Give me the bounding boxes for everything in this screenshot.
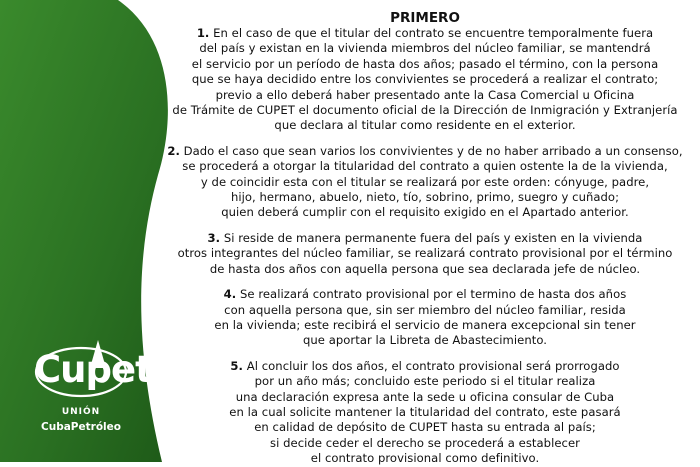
paragraph-line: de Trámite de CUPET el documento oficial de la Dirección de Inmigración y Extranjería [172, 103, 678, 118]
paragraph-line: una declaración expresa ante la sede u oficina consular de Cuba [235, 389, 615, 404]
paragraph-line: del país y existan en la vivienda miembros del núcleo familiar, se mantendrá [199, 41, 651, 56]
paragraph-2 [160, 144, 690, 221]
paragraph-line: que se haya decidido entre los convivientes se procederá a realizar el contrato; [191, 72, 659, 87]
paragraph-line: en la cual solicite mantener la titularidad del contrato, este pasará [229, 404, 621, 419]
paragraph-line: 3. Si reside de manera permanente fuera del país y existen en la vivienda [207, 230, 643, 245]
paragraph-line: que declara al titular como residente en el exterior. [274, 118, 576, 133]
paragraph-number: 3. [207, 230, 221, 245]
paragraph-line: por un año más; concluido este periodo si el titular realiza [254, 374, 596, 389]
paragraph-1 [160, 26, 690, 134]
paragraph-line: en la vivienda; este recibirá el servicio de manera excepcional sin tener [214, 317, 636, 332]
paragraph-line: se procederá a otorgar la titularidad del contrato a quien ostente la de la vivienda, [182, 159, 668, 174]
paragraph-line: el servicio por un período de hasta dos años; pasado el término, con la persona [191, 56, 659, 71]
logo-cubapetroleo-text: CubaPetróleo [41, 421, 121, 433]
logo-union-text: UNIÓN [61, 407, 101, 417]
cupet-logo [28, 338, 152, 448]
paragraph-5 [160, 359, 690, 467]
paragraph-line: y de coincidir esta con el titular se realizará por este orden: cónyuge, padre, [200, 174, 650, 189]
paragraph-number: 2. [167, 143, 180, 158]
paragraph-3 [160, 231, 690, 277]
paragraph-line: 1. En el caso de que el titular del contrato se encuentre temporalmente fuera [196, 26, 654, 40]
paragraph-number: 4. [223, 287, 237, 302]
paragraph-line: si decide ceder el derecho se procederá a establecer [270, 435, 580, 450]
paragraph-line: de hasta dos años con aquella persona que sea declarada jefe de núcleo. [209, 261, 641, 276]
paragraph-line: quien deberá cumplir con el requisito exigido en el Apartado anterior. [221, 205, 629, 220]
paragraph-4 [160, 287, 690, 349]
paragraph-line: hijo, hermano, abuelo, nieto, tío, sobrino, primo, suegro y cuñado; [230, 190, 620, 205]
paragraph-line: con aquella persona que, sin ser miembro del núcleo familiar, resida [224, 302, 626, 317]
paragraph-line: 5. Al concluir los dos años, el contrato provisional será prorrogado [230, 358, 620, 373]
paragraph-line: 2. Dado el caso que sean varios los convivientes y de no haber arribado a un consenso, [167, 143, 683, 158]
paragraph-line: que aportar la Libreta de Abastecimiento. [302, 333, 548, 348]
document-body [160, 10, 690, 467]
paragraph-number: 5. [230, 358, 243, 373]
paragraph-line: el contrato provisional como definitivo. [310, 451, 540, 466]
paragraph-number: 1. [196, 26, 210, 40]
paragraph-line: previo a ello deberá haber presentado ante la Casa Comercial u Oficina [215, 87, 635, 102]
logo-brand: Cupet [34, 348, 152, 391]
paragraph-line: 4. Se realizará contrato provisional por el termino de hasta dos años [223, 287, 627, 302]
section-title: PRIMERO [390, 10, 460, 26]
paragraph-line: otros integrantes del núcleo familiar, se realizará contrato provisional por el término [177, 246, 673, 261]
paragraph-line: en calidad de depósito de CUPET hasta su entrada al país; [254, 420, 596, 435]
